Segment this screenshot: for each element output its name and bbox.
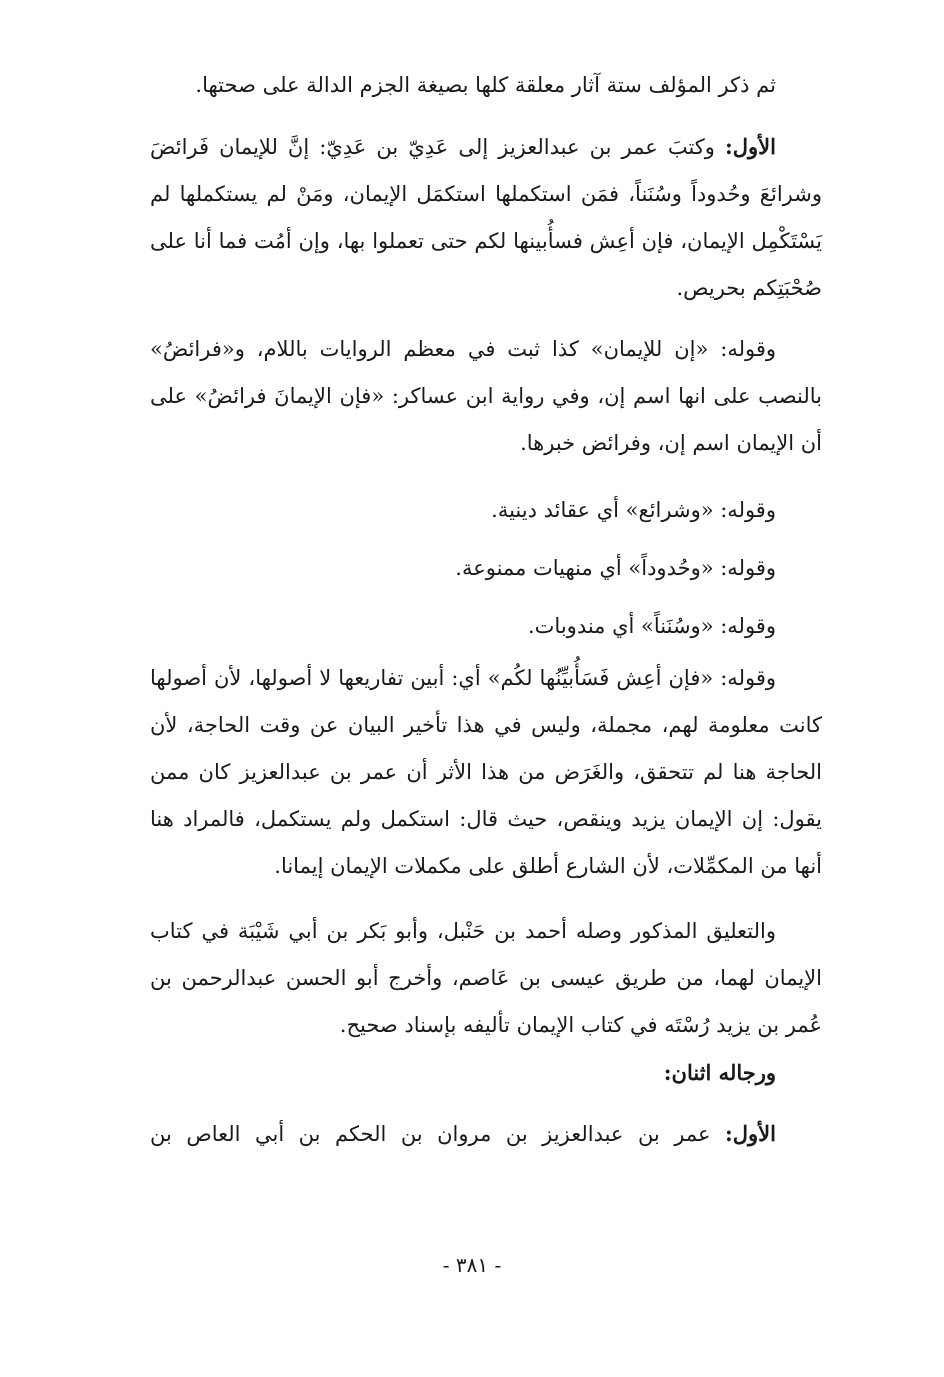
page-body: [150, 62, 822, 1158]
first-athar-text: وكتبَ عمر بن عبدالعزيز إلى عَدِيّ بن عَدِيّ: إنَّ للإيمان فَرائضَ وشرائعَ وحُدوداً وسُنَناً، فمَن استكملها استكمَل الإيمان، ومَنْ لم يستكملها لم يَسْتَكْمِل الإيمان، فإن أعِش فسأُبينها لكم حتى تعملوا بها، وإن أمُت فما أنا على صُحْبَتِكم بحريص.: [150, 135, 822, 300]
paragraph-first-athar: [150, 123, 822, 312]
first-narrator-heading: الأول:: [725, 1121, 776, 1146]
paragraph-commentary-sunan: وقوله: «وسُنَناً» أي مندوبات.: [527, 614, 776, 638]
paragraph-commentary-sharai: وقوله: «وشرائع» أي عقائد دينية.: [491, 498, 776, 522]
paragraph-rijal-heading: ورجاله اثنان:: [663, 1060, 776, 1085]
paragraph-first-narrator: [150, 1110, 822, 1158]
first-narrator-text: عمر بن عبدالعزيز بن مروان بن الحكم بن أبي العاص بن: [150, 1122, 726, 1146]
paragraph-commentary-hudud: وقوله: «وحُدوداً» أي منهيات ممنوعة.: [455, 556, 776, 580]
paragraph-commentary-iman: وقوله: «إن للإيمان» كذا ثبت في معظم الروايات باللام، و«فرائضُ» بالنصب على انها اسم إن، وفي رواية ابن عساكر: «فإن الإيمانَ فرائضُ» على أن الإيمان اسم إن، وفرائض خبرها.: [150, 337, 822, 455]
paragraph-takhrij: والتعليق المذكور وصله أحمد بن حَنْبل، وأبو بَكر بن أبي شَيْبَة في كتاب الإيمان لهما، من طريق عيسى بن عَاصم، وأخرج أبو الحسن عبدالرحمن بن عُمر بن يزيد رُسْتَه في كتاب الإيمان تأليفه بإسناد صحيح.: [150, 919, 822, 1037]
paragraph-commentary-aish: وقوله: «فإن أعِش فَسَأُبيِّنُها لكُم» أي: أبين تفاريعها لا أصولها، لأن أصولها كانت معلومة لهم، مجملة، وليس في هذا تأخير البيان عن وقت الحاجة، لأن الحاجة هنا لم تتحقق، والغَرَض من هذا الأثر أن عمر بن عبدالعزيز كان ممن يقول: إن الإيمان يزيد وينقص، حيث قال: استكمل ولم يستكمل، فالمراد هنا أنها من المكمِّلات، لأن الشارع أطلق على مكملات الإيمان إيمانا.: [150, 666, 822, 878]
page-number: - ٣٨١ -: [442, 1253, 502, 1277]
paragraph-intro: ثم ذكر المؤلف ستة آثار معلقة كلها بصيغة الجزم الدالة على صحتها.: [195, 73, 776, 97]
first-athar-heading: الأول:: [725, 134, 776, 159]
